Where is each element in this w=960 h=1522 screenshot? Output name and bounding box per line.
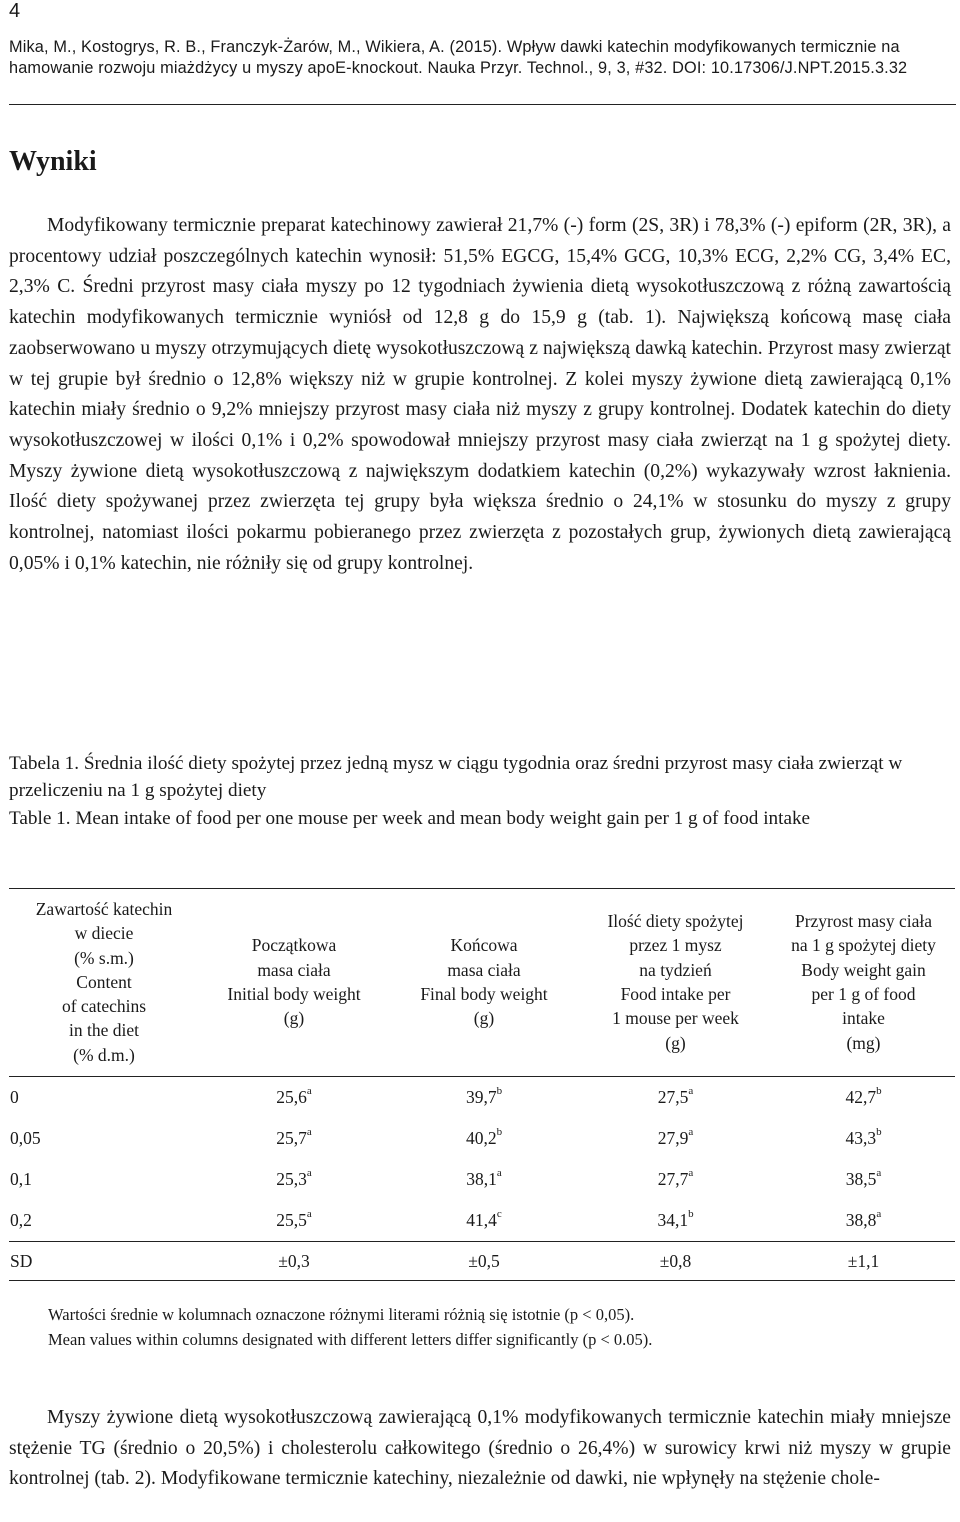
significance-letter: b [688, 1208, 694, 1221]
significance-letter: a [688, 1167, 694, 1180]
table-body [9, 1077, 955, 1281]
header-line: Początkowa [251, 935, 337, 956]
header-line: masa ciała [257, 959, 331, 980]
table-caption-polish: Tabela 1. Średnia ilość diety spożytej przez jedną mysz w ciągu tygodnia oraz średni przyrost masy ciała zwierząt w przeliczeniu na 1 g spożytej diety [9, 753, 903, 802]
table-footnote-english: Mean values within columns designated with different letters differ significantly (p < 0.05). [48, 1330, 653, 1349]
sd-value: ±0,3 [199, 1242, 389, 1281]
cell-intake [579, 1200, 772, 1242]
sd-value: ±0,8 [579, 1242, 772, 1281]
cell-value: 42,7 [845, 1087, 877, 1108]
header-line: na tydzień [639, 959, 712, 980]
header-line: of catechins [61, 996, 147, 1017]
cell-value: 41,4 [466, 1210, 497, 1231]
header-line: masa ciała [447, 959, 521, 980]
cell-value: 27,7 [657, 1169, 689, 1190]
significance-letter: a [306, 1208, 312, 1221]
header-line: Content [76, 971, 132, 992]
header-line: Zawartość katechin [35, 899, 173, 919]
cell-dose: 0 [10, 1087, 19, 1108]
significance-letter: a [876, 1208, 882, 1221]
sd-value: ±0,5 [389, 1242, 579, 1281]
significance-letter: c [496, 1208, 502, 1221]
header-line: Initial body weight [227, 984, 361, 1005]
table-footnote [48, 1302, 948, 1352]
significance-letter: a [876, 1167, 882, 1180]
cell-dose: 0,2 [10, 1210, 32, 1231]
header-line: (g) [283, 1008, 305, 1029]
header-line: in the diet [69, 1020, 139, 1041]
header-catechin-content [9, 889, 199, 1077]
header-final-weight [389, 889, 579, 1077]
cell-gain [772, 1159, 955, 1200]
table-row [9, 1200, 955, 1242]
sd-value: ±1,1 [772, 1242, 955, 1281]
cell-intake [579, 1077, 772, 1119]
sd-row [9, 1242, 955, 1281]
cell-gain [772, 1077, 955, 1119]
cell-final [389, 1159, 579, 1200]
header-line: (g) [665, 1032, 686, 1053]
header-line: (% s.m.) [74, 947, 134, 968]
header-line: w diecie [74, 923, 134, 944]
cell-gain [772, 1118, 955, 1159]
header-weight-gain [772, 889, 955, 1077]
significance-letter: a [688, 1085, 694, 1098]
significance-letter: a [306, 1167, 312, 1180]
header-line: Ilość diety spożytej [607, 911, 744, 932]
header-line: (mg) [846, 1032, 881, 1053]
header-line: na 1 g spożytej diety [791, 935, 936, 956]
header-line: Food intake per [620, 984, 731, 1005]
header-food-intake [579, 889, 772, 1077]
table-header-row [9, 889, 955, 1077]
cell-intake [579, 1118, 772, 1159]
cell-value: 25,5 [276, 1210, 307, 1231]
significance-letter: b [496, 1126, 503, 1139]
header-line: (% d.m.) [73, 1044, 135, 1065]
table-footnote-polish: Wartości średnie w kolumnach oznaczone różnymi literami różnią się istotnie (p < 0,05). [48, 1305, 635, 1324]
significance-letter: b [496, 1085, 503, 1098]
cell-dose: 0,05 [10, 1128, 41, 1149]
table-row [9, 1118, 955, 1159]
cell-intake [579, 1159, 772, 1200]
table-row [9, 1159, 955, 1200]
header-line: Body weight gain [801, 959, 926, 980]
cell-value: 27,9 [657, 1128, 689, 1149]
section-heading: Wyniki [9, 146, 97, 177]
results-paragraph: Modyfikowany termicznie preparat katechinowy zawierał 21,7% (-) form (2S, 3R) i 78,3% (-) epiform (2R, 3R), a procentowy udział poszczególnych katechin wynosił: 51,5% EGCG, 15,4% GCG, 10,3% ECG, 2,2% CG, 3,4% EC, 2,3% C. Średni przyrost masy ciała myszy po 12 tygodniach żywienia dietą wysokotłuszczową z różną zawartością katechin modyfikowanych termicznie wyniósł od 12,8 g do 15,9 g (tab. 1). Największą końcową masę ciała zaobserwowano u myszy otrzymujących dietę wysokotłuszczową z największą dawką katechin. Przyrost masy zwierząt w tej grupie był średnio o 12,8% większy niż w grupie kontrolnej. Z kolei myszy żywione dietą zawierającą 0,1% katechin miały średnio o 9,2% mniejszy przyrost masy ciała niż myszy z grupy kontrolnej. Dodatek katechin do diety wysokotłuszczowej w ilości 0,1% i 0,2% spowodował mniejszy przyrost masy ciała zwierząt na 1 g spożytej diety. Myszy żywione dietą wysokotłuszczową z największym dodatkiem katechin (0,2%) wykazywały wzrost łaknienia. Ilość diety spożywanej przez zwierzęta tej grupy była większa średnio o 24,1% w stosunku do myszy z grupy kontrolnej, natomiast ilości pokarmu pobieranego przez zwierzęta z pozostałych grup, żywionych dietą zawierającą 0,05% i 0,1% katechin, nie różniły się od grupy kontrolnej. [9, 215, 951, 574]
table-caption-english: Table 1. Mean intake of food per one mouse per week and mean body weight gain per 1 g of food intake [9, 807, 811, 829]
cell-final [389, 1200, 579, 1242]
header-line: per 1 g of food [811, 984, 916, 1005]
cell-value: 38,5 [845, 1169, 877, 1190]
results-table [9, 888, 955, 1281]
significance-letter: b [876, 1126, 882, 1139]
header-line: przez 1 mysz [629, 935, 722, 956]
cell-dose: 0,1 [10, 1169, 32, 1190]
page-number: 4 [9, 0, 21, 22]
significance-letter: a [496, 1167, 502, 1180]
significance-letter: a [306, 1085, 312, 1098]
cell-final [389, 1077, 579, 1119]
cell-value: 27,5 [657, 1087, 689, 1108]
cell-initial [199, 1159, 389, 1200]
cell-value: 25,6 [276, 1087, 307, 1108]
significance-letter: b [876, 1085, 882, 1098]
table-row [9, 1077, 955, 1119]
header-line: Końcowa [450, 935, 518, 956]
header-line: 1 mouse per week [612, 1008, 739, 1029]
cell-gain [772, 1200, 955, 1242]
sd-label: SD [9, 1242, 199, 1281]
header-initial-weight [199, 889, 389, 1077]
cell-initial [199, 1200, 389, 1242]
cell-value: 43,3 [845, 1128, 877, 1149]
significance-letter: a [306, 1126, 312, 1139]
cell-value: 38,8 [845, 1210, 877, 1231]
header-rule [9, 104, 956, 105]
cell-initial [199, 1118, 389, 1159]
header-line: Przyrost masy ciała [794, 911, 933, 932]
results-paragraph: Myszy żywione dietą wysokotłuszczową zawierającą 0,1% modyfikowanych termicznie katechin miały mniejsze stężenie TG (średnio o 20,5%) i cholesterolu całkowitego (średnio o 26,4%) w surowicy krwi niż myszy w grupie kontrolnej (tab. 2). Modyfikowane termicznie katechiny, niezależnie od dawki, nie wpłynęły na stężenie chole- [9, 1407, 951, 1490]
header-line: (g) [473, 1008, 495, 1029]
cell-value: 34,1 [657, 1210, 689, 1231]
header-line: intake [842, 1008, 885, 1029]
cell-initial [199, 1077, 389, 1119]
significance-letter: a [688, 1126, 694, 1139]
cell-value: 40,2 [465, 1128, 497, 1149]
cell-value: 39,7 [465, 1087, 497, 1108]
table-caption [9, 750, 953, 832]
cell-final [389, 1118, 579, 1159]
cell-value: 25,7 [276, 1128, 307, 1149]
cell-value: 25,3 [276, 1169, 307, 1190]
cell-value: 38,1 [466, 1169, 497, 1190]
citation-header: Mika, M., Kostogrys, R. B., Franczyk-Żarów, M., Wikiera, A. (2015). Wpływ dawki katechin modyfikowanych termicznie na hamowanie rozwoju miażdżycy u myszy apoE-knockout. Nauka Przyr. Technol., 9, 3, #32. DOI: 10.17306/J.NPT.2015.3.32 [9, 38, 908, 77]
header-line: Final body weight [420, 984, 548, 1005]
